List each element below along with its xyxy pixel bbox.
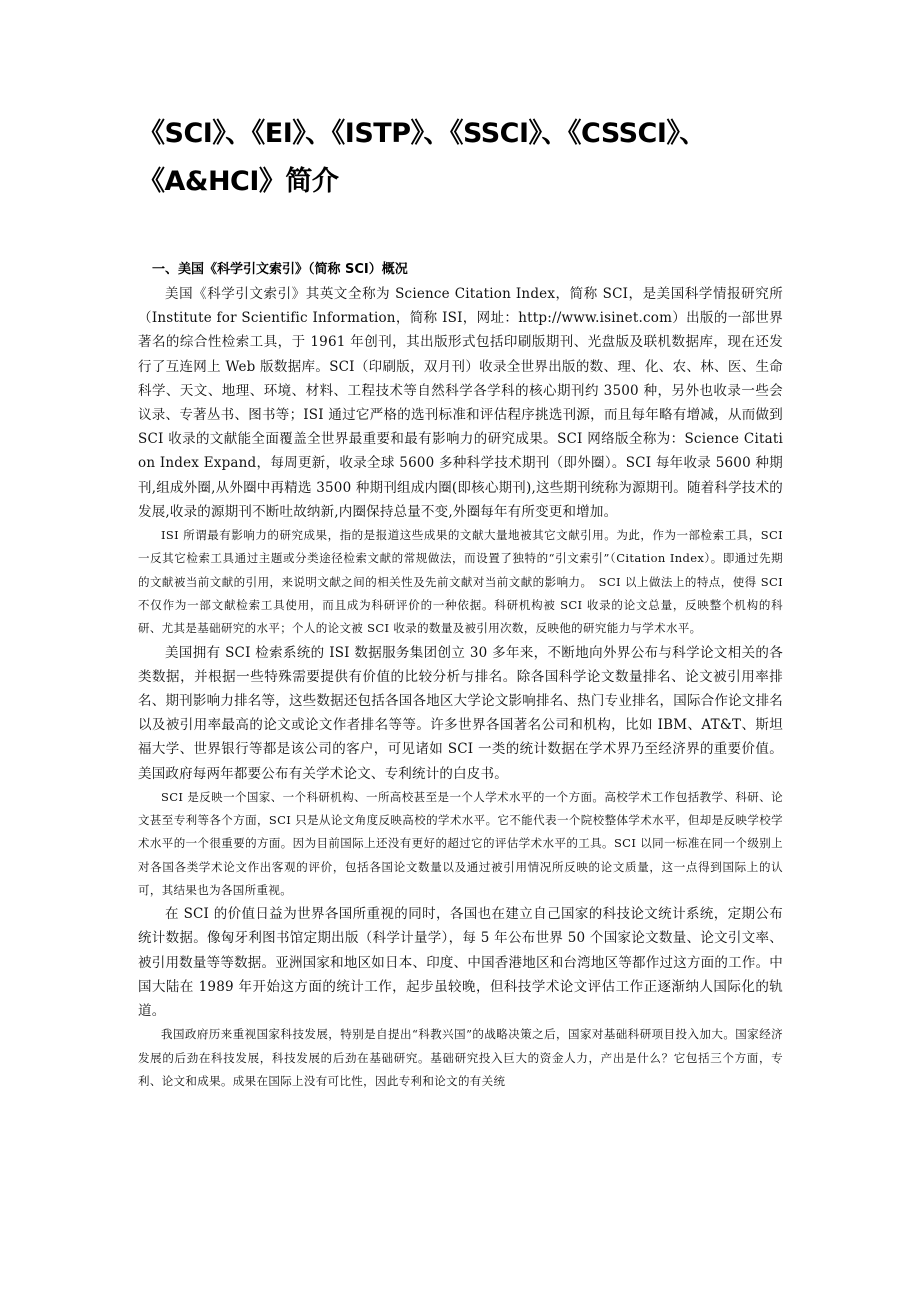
- paragraph-academic-level: SCI 是反映一个国家、一个科研机构、一所高校甚至是一个人学术水平的一个方面。高校学术工作包括教学、科研、论文甚至专利等各个方面，SCI 只是从论文角度反映高校的学术水平。它不能代表一个院校整体学术水平，但却是反映学校学术水平的一个很重要的方面。因为目前国际上还没有更好的超过它的评估学术水平的工具。SCI 以同一标准在同一个级别上对各国各类学术论文作出客观的评价，包括各国论文数量以及通过被引用情况所反映的论文质量，这一点得到国际上的认可，其结果也为各国所重视。: [138, 789, 783, 897]
- paragraph-sci-overview: 美国《科学引文索引》其英文全称为 Science Citation Index，简称 SCI，是美国科学情报研究所（Institute for Scientific Information，简称 ISI，网址：http://www.isinet.com）出版的一部世界著名的综合性检索工具，于 1961 年创刊，其出版形式包括印刷版期刊、光盘版及联机数据库，现在还发行了互连网上 Web 版数据库。SCI（印刷版，双月刊）收录全世界出版的数、理、化、农、林、医、生命科学、天文、地理、环境、材料、工程技术等自然科学各学科的核心期刊约 3500 种，另外也收录一些会议录、专著丛书、图书等；ISI 通过它严格的选刊标准和评估程序挑选刊源，而且每年略有增减，从而做到 SCI 收录的文献能全面覆盖全世界最重要和最有影响力的研究成果。SCI 网络版全称为：Science Citation Index Expand，每周更新，收录全球 5600 多种科学技术期刊（即外圈）。SCI 每年收录 5600 种期刊,组成外圈,从外圈中再精选 3500 种期刊组成内圈(即核心期刊),这些期刊统称为源期刊。随着科学技术的发展,收录的源期刊不断吐故纳新,内圈保持总量不变,外圈每年有所变更和增加。: [138, 286, 783, 520]
- document-body: [138, 258, 783, 1093]
- paragraph-isi-data-services: 美国拥有 SCI 检索系统的 ISI 数据服务集团创立 30 多年来，不断地向外界公布与科学论文相关的各类数据，并根据一些特殊需要提供有价值的比较分析与排名。除各国科学论文数量排名、论文被引用率排名、期刊影响力排名等，这些数据还包括各国各地区大学论文影响排名、热门专业排名，国际合作论文排名以及被引用率最高的论文或论文作者排名等等。许多世界各国著名公司和机构，比如 IBM、AT&T、斯坦福大学、世界银行等都是该公司的客户，可见诸如 SCI 一类的统计数据在学术界乃至经济界的重要价值。美国政府每两年都要公布有关学术论文、专利统计的白皮书。: [138, 644, 783, 782]
- section-heading: 一、美国《科学引文索引》（简称 SCI）概况: [152, 262, 408, 277]
- paragraph-national-statistics: 在 SCI 的价值日益为世界各国所重视的同时，各国也在建立自己国家的科技论文统计系统，定期公布统计数据。像匈牙利图书馆定期出版（科学计量学），每 5 年公布世界 50 个国家论文数量、论文引文率、被引用数量等等数据。亚洲国家和地区如日本、印度、中国香港地区和台湾地区等都作过这方面的工作。中国大陆在 1989 年开始这方面的统计工作，起步虽较晚，但科技学术论文评估工作正逐渐纳人国际化的轨道。: [138, 906, 783, 1020]
- document-title: 《SCI》、《EI》、《ISTP》、《SSCI》、《CSSCI》、《A&HCI》简介: [138, 118, 706, 197]
- paragraph-citation-index: ISI 所谓最有影响力的研究成果，指的是报道这些成果的文献大量地被其它文献引用。为此，作为一部检索工具，SCI 一反其它检索工具通过主题或分类途径检索文献的常规做法，而设置了独特的“引文索引”（Citation Index）。即通过先期的文献被当前文献的引用，来说明文献之间的相关性及先前文献对当前文献的影响力。 SCI 以上做法上的特点，使得 SCI 不仅作为一部文献检索工具使用，而且成为科研评价的一种依据。科研机构被 SCI 收录的论文总量，反映整个机构的科研、尤其是基础研究的水平；个人的论文被 SCI 收录的数量及被引用次数，反映他的研究能力与学术水平。: [138, 528, 783, 636]
- paragraph-china-policy: 我国政府历来重视国家科技发展，特别是自提出“科教兴国”的战略决策之后，国家对基础科研项目投入加大。国家经济发展的后劲在科技发展，科技发展的后劲在基础研究。基础研究投入巨大的资金人力，产出是什么？它包括三个方面，专利、论文和成果。成果在国际上没有可比性，因此专利和论文的有关统: [138, 1027, 783, 1088]
